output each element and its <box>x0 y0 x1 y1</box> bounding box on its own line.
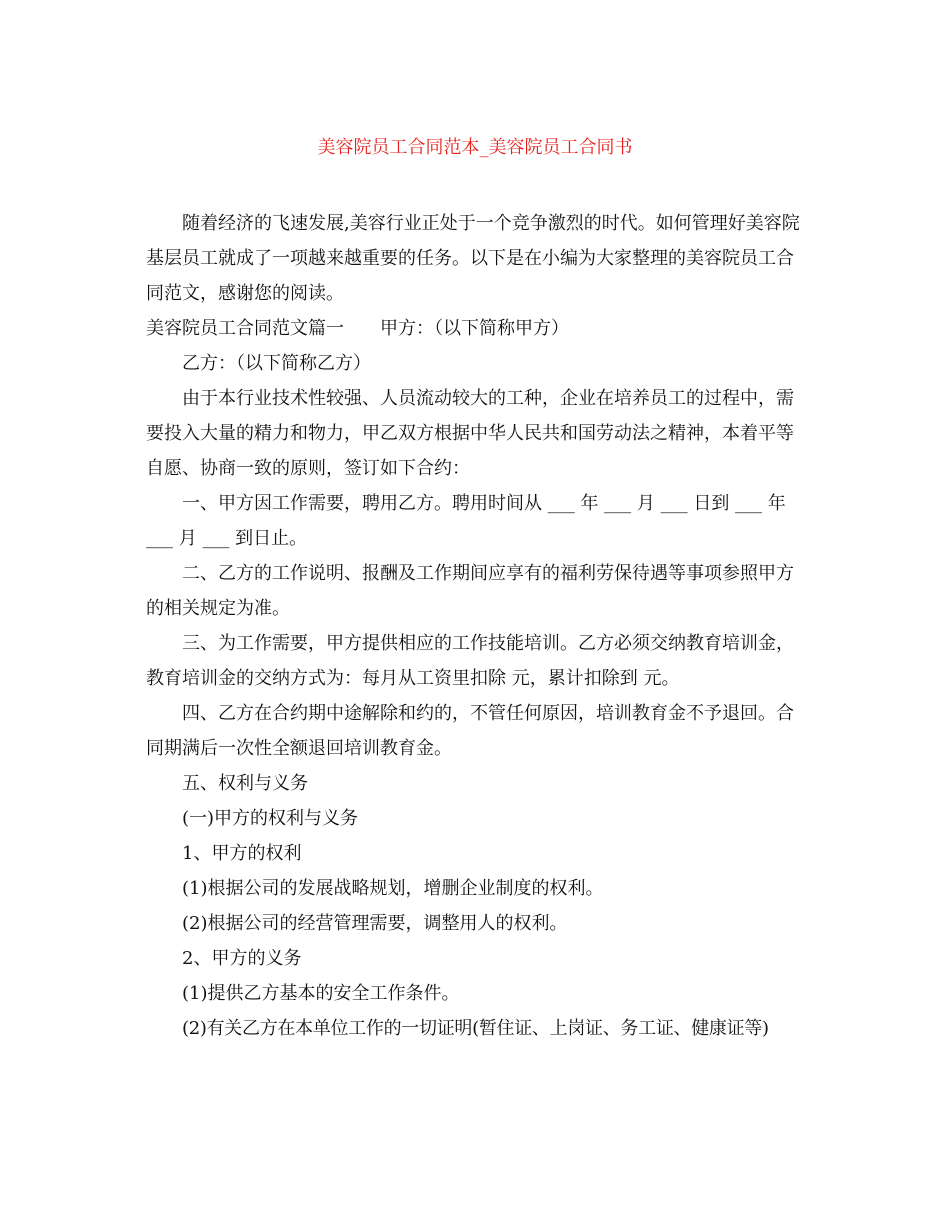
paragraph-clause-4: 四、乙方在合约期中途解除和约的，不管任何原因，培训教育金不予退回。合同期满后一次性全额退回培训教育金。 <box>146 703 794 759</box>
paragraph-section-heading: 美容院员工合同范文篇一 甲方：（以下简称甲方） <box>146 318 569 339</box>
paragraph-duty-2: (2)有关乙方在本单位工作的一切证明(暂住证、上岗证、务工证、健康证等) <box>182 1018 769 1039</box>
paragraph-clause-2: 二、乙方的工作说明、报酬及工作期间应享有的福利劳保待遇等事项参照甲方的相关规定为准。 <box>146 563 794 619</box>
document-title: 美容院员工合同范本_美容院员工合同书 <box>317 137 633 158</box>
paragraph-right-2: (2)根据公司的经营管理需要，调整用人的权利。 <box>182 913 568 934</box>
paragraph-clause-3: 三、为工作需要，甲方提供相应的工作技能培训。乙方必须交纳教育培训金，教育培训金的交纳方式为：每月从工资里扣除 元，累计扣除到 元。 <box>146 633 794 689</box>
paragraph-party-b: 乙方：（以下简称乙方） <box>182 353 371 374</box>
paragraph-subsection-1: (一)甲方的权利与义务 <box>182 808 359 829</box>
paragraph-clause-1: 一、甲方因工作需要，聘用乙方。聘用时间从 ___ 年 ___ 月 ___ 日到 ___ 年 ___ 月 ___ 到日止。 <box>146 493 786 549</box>
document-body <box>146 206 806 1046</box>
paragraph-duties-heading: 2、甲方的义务 <box>182 948 302 969</box>
paragraph-intro: 随着经济的飞速发展,美容行业正处于一个竞争激烈的时代。如何管理好美容院基层员工就成了一项越来越重要的任务。以下是在小编为大家整理的美容院员工合同范文，感谢您的阅读。 <box>146 213 800 304</box>
paragraph-clause-5: 五、权利与义务 <box>182 773 308 794</box>
paragraph-preamble: 由于本行业技术性较强、人员流动较大的工种，企业在培养员工的过程中，需要投入大量的精力和物力，甲乙双方根据中华人民共和国劳动法之精神，本着平等自愿、协商一致的原则，签订如下合约： <box>146 388 794 479</box>
paragraph-rights-heading: 1、甲方的权利 <box>182 843 302 864</box>
paragraph-duty-1: (1)提供乙方基本的安全工作条件。 <box>182 983 460 1004</box>
paragraph-right-1: (1)根据公司的发展战略规划，增删企业制度的权利。 <box>182 878 604 899</box>
